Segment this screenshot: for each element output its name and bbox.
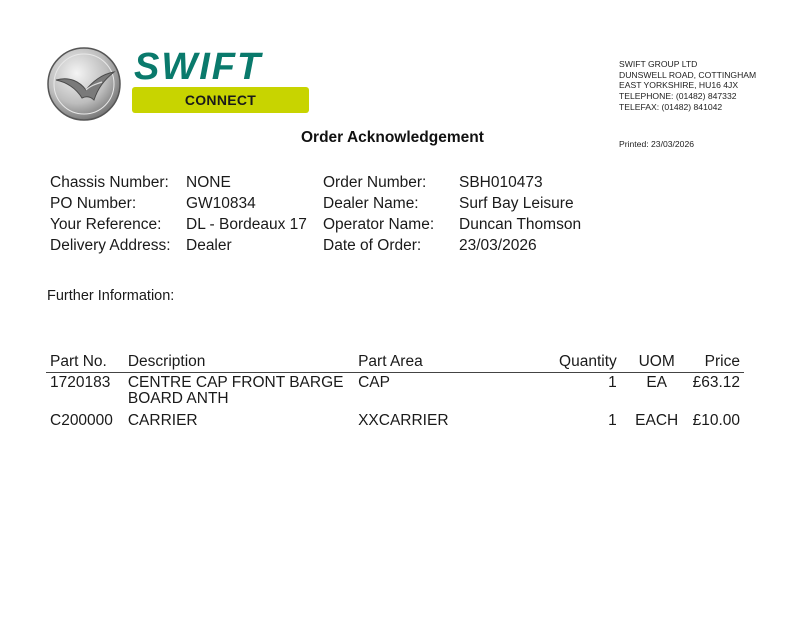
cell-quantity: 1 — [608, 374, 617, 391]
header-part-area: Part Area — [354, 352, 486, 373]
info-value: DL - Bordeaux 17 — [186, 216, 307, 233]
company-line: SWIFT GROUP LTD — [619, 59, 698, 69]
info-value: Duncan Thomson — [459, 216, 582, 233]
logo-wordmark: SWIFT — [134, 46, 263, 86]
info-labels-left — [50, 172, 171, 256]
header-price: Price — [689, 352, 744, 373]
company-line: EAST YORKSHIRE, HU16 4JX — [619, 80, 739, 91]
cell-description: CENTRE CAP FRONT BARGE BOARD ANTH — [127, 374, 344, 407]
info-label: Dealer Name: — [323, 195, 419, 212]
info-labels-right — [323, 172, 434, 256]
cell-quantity: 1 — [608, 412, 617, 429]
company-line: DUNSWELL ROAD, COTTINGHAM — [619, 69, 757, 80]
table-row — [46, 373, 744, 412]
header-description: Description — [124, 352, 354, 373]
parts-table — [46, 352, 744, 433]
info-label: Order Number: — [323, 174, 427, 191]
cell-part-area: CAP — [358, 374, 390, 391]
company-line: TELEFAX: (01482) 841042 — [619, 101, 723, 112]
document-title: Order Acknowledgement — [301, 129, 484, 146]
cell-uom: EA — [646, 374, 668, 391]
info-value: GW10834 — [186, 195, 256, 212]
info-values-right — [459, 172, 581, 256]
info-label: Chassis Number: — [50, 174, 169, 191]
company-address — [619, 59, 756, 113]
cell-uom: EACH — [635, 412, 679, 429]
header-quantity: Quantity — [486, 352, 621, 373]
swift-logo — [132, 46, 312, 86]
cell-price: £63.12 — [692, 374, 740, 391]
info-values-left — [186, 172, 307, 256]
swift-bird-icon — [46, 46, 122, 122]
table-row — [46, 411, 744, 433]
printed-date: Printed: 23/03/2026 — [619, 139, 695, 149]
info-value: NONE — [186, 174, 231, 191]
company-line: TELEPHONE: (01482) 847332 — [619, 91, 737, 102]
table-header-row — [46, 352, 744, 373]
info-label: Your Reference: — [50, 216, 162, 233]
info-value: SBH010473 — [459, 174, 543, 191]
info-label: Date of Order: — [323, 237, 422, 254]
cell-part-area: XXCARRIER — [358, 412, 449, 429]
info-value: 23/03/2026 — [459, 237, 537, 254]
cell-price: £10.00 — [692, 412, 740, 429]
info-label: Operator Name: — [323, 216, 435, 233]
logo-connect-label: CONNECT — [132, 87, 309, 113]
cell-description: CARRIER — [127, 412, 198, 429]
info-label: PO Number: — [50, 195, 137, 212]
info-value: Surf Bay Leisure — [459, 195, 574, 212]
info-label: Delivery Address: — [50, 237, 171, 254]
header-part-no: Part No. — [46, 352, 124, 373]
info-value: Dealer — [186, 237, 232, 254]
header-uom: UOM — [621, 352, 689, 373]
further-information-label: Further Information: — [47, 288, 175, 304]
cell-part-no: C200000 — [50, 412, 113, 429]
cell-part-no: 1720183 — [50, 374, 111, 391]
